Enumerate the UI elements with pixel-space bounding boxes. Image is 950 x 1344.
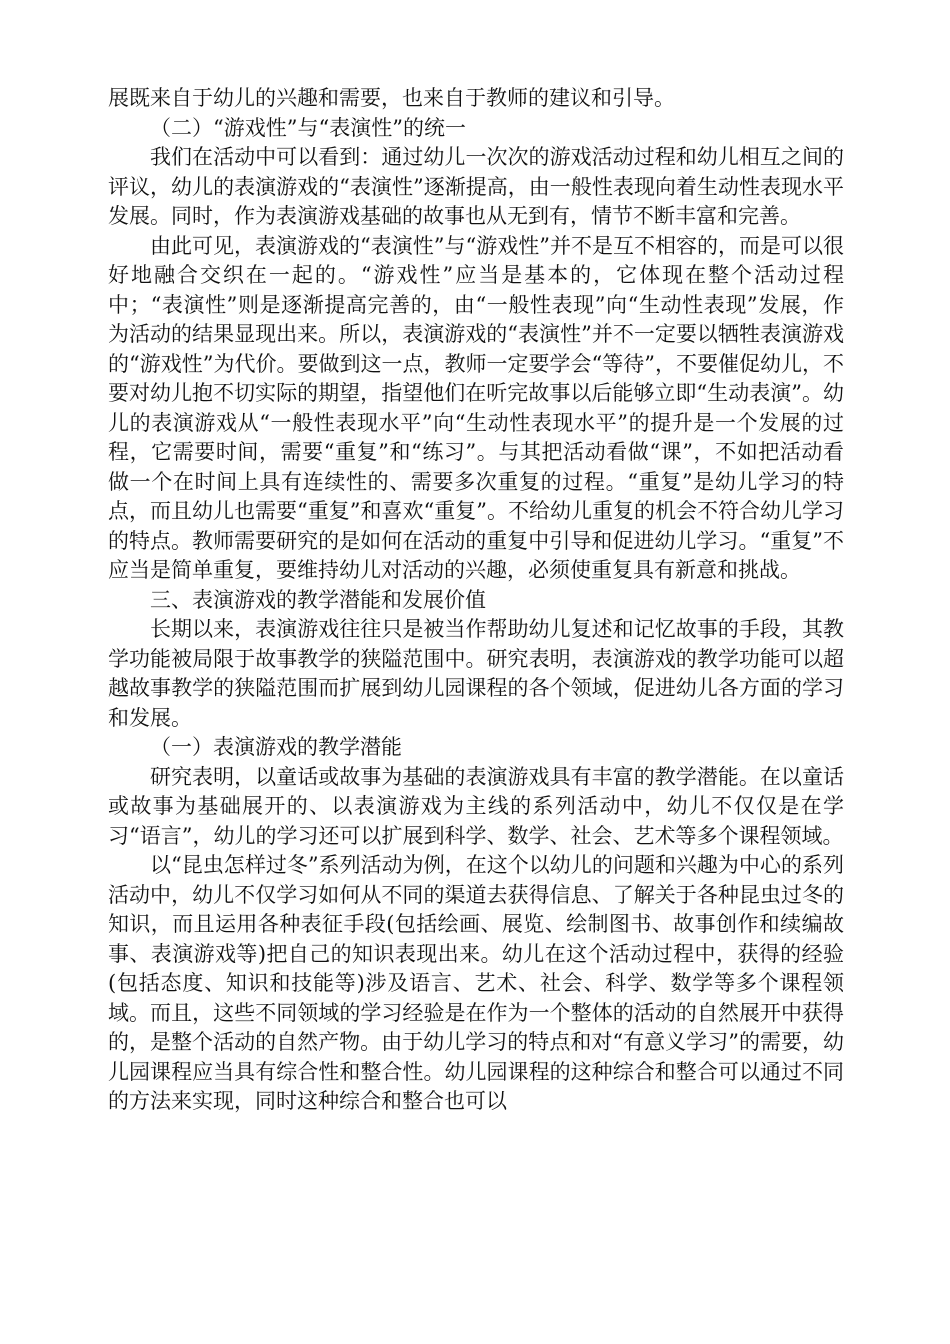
section-heading-potential: 三、表演游戏的教学潜能和发展价值 — [150, 587, 486, 612]
paragraph-continuation: 展既来自于幼儿的兴趣和需要，也来自于教师的建议和引导。 — [108, 86, 675, 110]
document-page — [108, 84, 844, 1117]
paragraph-long-term: 长期以来，表演游戏往往只是被当作帮助幼儿复述和记忆故事的手段，其教学功能被局限于故事教学的狭隘范围中。研究表明，表演游戏的教学功能可以超越故事教学的狭隘范围而扩展到幼儿园课程的各个领域，促进幼儿各方面的学习和发展。 — [108, 617, 844, 730]
subsection-heading-teaching: （一）表演游戏的教学潜能 — [150, 735, 402, 759]
paragraph-observation: 我们在活动中可以看到：通过幼儿一次次的游戏活动过程和幼儿相互之间的评议，幼儿的表演游戏的“表演性”逐渐提高，由一般性表现向着生动性表现水平发展。同时，作为表演游戏基础的故事也从无到有，情节不断丰富和完善。 — [108, 145, 844, 228]
paragraph-conclusion: 由此可见，表演游戏的“表演性”与“游戏性”并不是互不相容的，而是可以很好地融合交织在一起的。“游戏性”应当是基本的，它体现在整个活动过程中；“表演性”则是逐渐提高完善的，由“一般性表现”向“生动性表现”发展，作为活动的结果显现出来。所以，表演游戏的“表演性”并不一定要以牺牲表演游戏的“游戏性”为代价。要做到这一点，教师一定要学会“等待”，不要催促幼儿，不要对幼儿抱不切实际的期望，指望他们在听完故事以后能够立即“生动表演”。幼儿的表演游戏从“一般性表现水平”向“生动性表现水平”的提升是一个发展的过程，它需要时间，需要“重复”和“练习”。与其把活动看做“课”，不如把活动看做一个在时间上具有连续性的、需要多次重复的过程。“重复”是幼儿学习的特点，而且幼儿也需要“重复”和喜欢“重复”。不给幼儿重复的机会不符合幼儿学习的特点。教师需要研究的是如何在活动的重复中引导和促进幼儿学习。“重复”不应当是简单重复，要维持幼儿对活动的兴趣，必须使重复具有新意和挑战。 — [108, 233, 844, 582]
paragraph-research: 研究表明，以童话或故事为基础的表演游戏具有丰富的教学潜能。在以童话或故事为基础展开的、以表演游戏为主线的系列活动中，幼儿不仅仅是在学习“语言”，幼儿的学习还可以扩展到科学、数学、社会、艺术等多个课程领域。 — [108, 764, 844, 848]
paragraph-insect-example: 以“昆虫怎样过冬”系列活动为例，在这个以幼儿的问题和兴趣为中心的系列活动中，幼儿不仅学习如何从不同的渠道去获得信息、了解关于各种昆虫过冬的知识，而且运用各种表征手段(包括绘画、展览、绘制图书、故事创作和续编故事、表演游戏等)把自己的知识表现出来。幼儿在这个活动过程中，获得的经验(包括态度、知识和技能等)涉及语言、艺术、社会、科学、数学等多个课程领域。而且，这些不同领域的学习经验是在作为一个整体的活动的自然展开中获得的，是整个活动的自然产物。由于幼儿学习的特点和对“有意义学习”的需要，幼儿园课程应当具有综合性和整合性。幼儿园课程的这种综合和整合可以通过不同的方法来实现，同时这种综合和整合也可以 — [108, 853, 844, 1113]
section-heading-unity: （二）“游戏性”与“表演性”的统一 — [150, 115, 466, 140]
